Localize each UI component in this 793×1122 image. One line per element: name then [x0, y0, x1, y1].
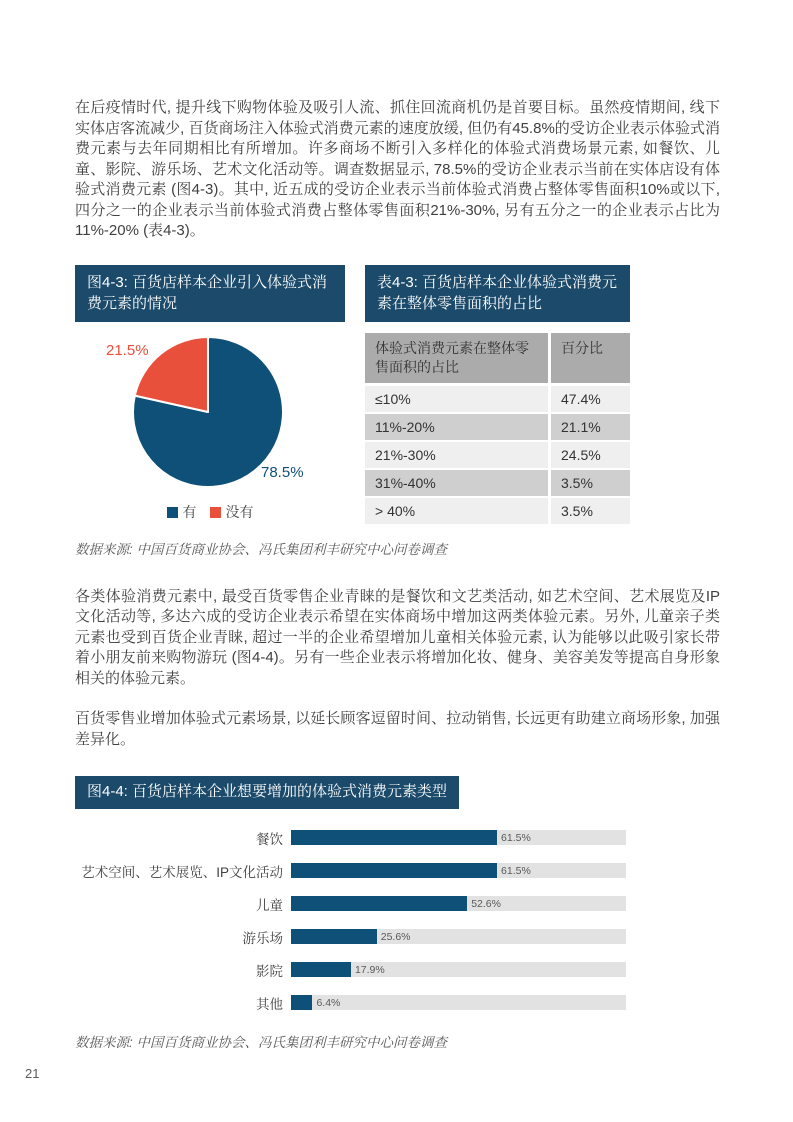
bar-row: [75, 887, 720, 920]
bar-row: [75, 986, 720, 1019]
bar-fill: [291, 995, 312, 1010]
bar-row: [75, 854, 720, 887]
figure-headers-row: [75, 265, 720, 323]
table-row: [365, 442, 630, 470]
bar-track: [291, 995, 626, 1010]
legend-swatch-no: [210, 507, 221, 518]
table-cell-range: > 40%: [375, 502, 416, 519]
bar-row: [75, 920, 720, 953]
table-header-percent: 百分比: [548, 333, 630, 383]
bar-track: [291, 830, 626, 845]
bar-row: [75, 821, 720, 854]
table-cell-range: 11%-20%: [375, 418, 435, 435]
bar-row: [75, 953, 720, 986]
table-cell-percent: 24.5%: [548, 442, 630, 468]
figure-4-3-title: 图4-3: 百货店样本企业引入体验式消费元素的情况: [75, 265, 345, 323]
table-row: [365, 414, 630, 442]
bar-fill: [291, 830, 497, 845]
pie-chart-figure: [75, 333, 345, 526]
table-cell-range: 31%-40%: [375, 474, 436, 491]
data-source-caption-2: 数据来源: 中国百货商业协会、冯氏集团利丰研究中心问卷调查: [75, 1035, 448, 1051]
figure-4-4-title: 图4-4: 百货店样本企业想要增加的体验式消费元素类型: [75, 776, 459, 809]
bar-track: [291, 962, 626, 977]
bar-category-label: 餐饮: [256, 831, 283, 847]
legend-label-no: 没有: [225, 504, 254, 520]
bar-category-label: 其他: [256, 996, 283, 1012]
bar-value-label: 17.9%: [354, 963, 385, 976]
table-4-3: [365, 333, 630, 526]
table-row: [365, 498, 630, 526]
paragraph-elements: 各类体验消费元素中, 最受百货零售企业青睐的是餐饮和文艺类活动, 如艺术空间、艺术展览及IP文化活动等, 多达六成的受访企业表示希望在实体商场中增加这两类体验元素。另外, 儿童亲子类元素也受到百货企业青睐, 超过一半的企业希望增加儿童相关体验元素, 认为能够以此吸引家长带着小朋友前来购物游玩 (图4-4)。另有一些企业表示将增加化妆、健身、美容美发等提高自身形象相关的体验元素。: [75, 587, 720, 687]
bar-fill: [291, 896, 467, 911]
table-header-range: 体验式消费元素在整体零售面积的占比: [375, 340, 529, 375]
pie-data-label-no: 21.5%: [106, 342, 149, 359]
page-number: 21: [25, 1066, 40, 1081]
bar-value-label: 52.6%: [471, 897, 501, 910]
table-cell-percent: 3.5%: [548, 470, 630, 496]
table-row: [365, 386, 630, 414]
bar-track: [291, 929, 626, 944]
data-source-caption-1: 数据来源: 中国百货商业协会、冯氏集团利丰研究中心问卷调查: [75, 541, 448, 557]
table-header-row: [365, 333, 630, 386]
bar-track: [291, 863, 626, 878]
bar-fill: [291, 929, 377, 944]
bar-category-label: 影院: [256, 963, 283, 979]
pie-legend: [75, 502, 345, 522]
bar-value-label: 61.5%: [501, 831, 531, 844]
legend-swatch-yes: [167, 507, 178, 518]
bar-category-label: 游乐场: [242, 930, 283, 946]
table-4-3-title: 表4-3: 百货店样本企业体验式消费元素在整体零售面积的占比: [365, 265, 630, 323]
table-row: [365, 470, 630, 498]
bar-fill: [291, 962, 351, 977]
table-cell-range: 21%-30%: [375, 446, 436, 463]
paragraph-benefit: 百货零售业增加体验式元素场景, 以延长顾客逗留时间、拉动销售, 长远更有助建立商场形象, 加强差异化。: [75, 710, 720, 748]
charts-row: [75, 333, 720, 526]
legend-item-yes: [167, 502, 197, 522]
paragraph-intro: 在后疫情时代, 提升线下购物体验及吸引人流、抓住回流商机仍是首要目标。虽然疫情期间, 线下实体店客流减少, 百货商场注入体验式消费元素的速度放缓, 但仍有45.8%的受访企业表示体验式消费元素与去年同期相比有所增加。许多商场不断引入多样化的体验式消费场景元素, 如餐饮、儿童、影院、游乐场、艺术文化活动等。调查数据显示, 78.5%的受访企业表示当前在实体店设有体验式消费元素 (图4-3)。其中, 近五成的受访企业表示当前体验式消费占整体零售面积10%或以下, 四分之一的企业表示当前体验式消费占整体零售面积21%-30%, 另有五分之一的企业表示占比为11%-20% (表4-3)。: [75, 99, 720, 239]
bar-category-label: 儿童: [256, 897, 283, 913]
table-cell-percent: 21.1%: [548, 414, 630, 440]
bar-chart: [75, 821, 720, 1019]
pie-data-label-yes: 78.5%: [261, 464, 304, 481]
legend-label-yes: 有: [182, 504, 197, 520]
bar-fill: [291, 863, 497, 878]
table-cell-percent: 47.4%: [548, 386, 630, 412]
bar-track: [291, 896, 626, 911]
bar-value-label: 25.6%: [380, 930, 411, 943]
bar-category-label: 艺术空间、艺术展览、IP文化活动: [81, 864, 283, 880]
bar-value-label: 61.5%: [501, 864, 531, 877]
bar-value-label: 6.4%: [316, 996, 341, 1009]
table-cell-percent: 3.5%: [548, 498, 630, 524]
table-cell-range: ≤10%: [375, 390, 411, 407]
legend-item-no: [210, 502, 254, 522]
